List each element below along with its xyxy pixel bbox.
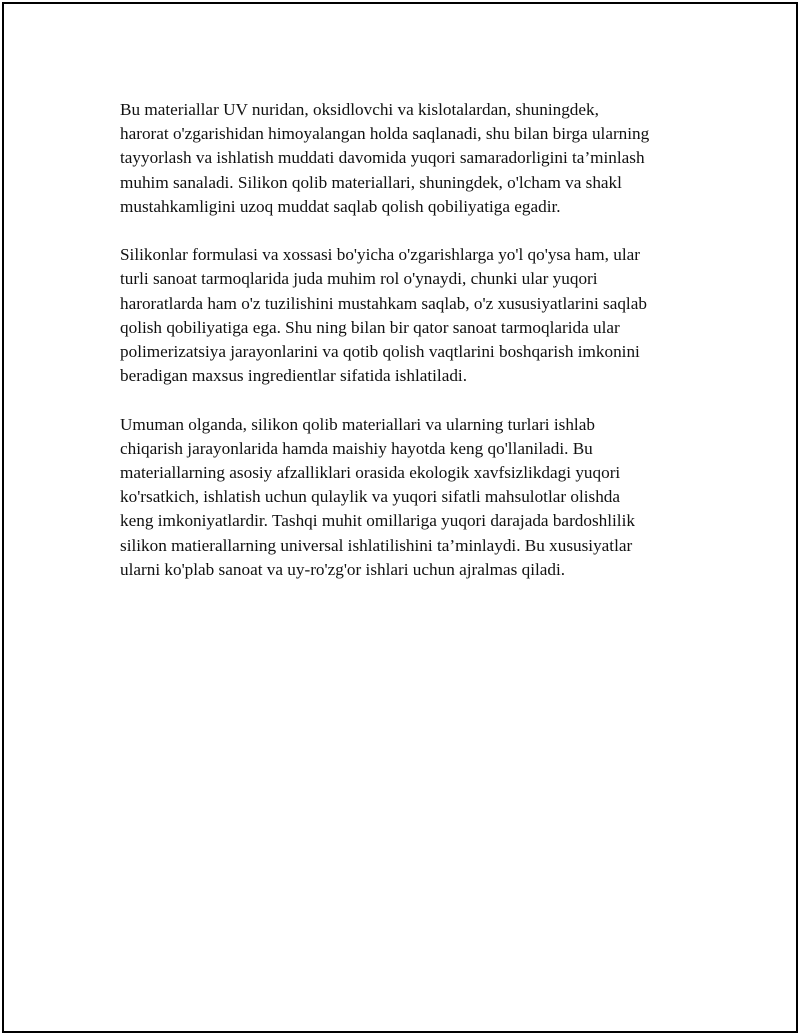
paragraph-3: Umuman olganda, silikon qolib materiallari va ularning turlari ishlab chiqarish jarayonlarida hamda maishiy hayotda keng qo'llaniladi. Bu materiallarning asosiy afzalliklari orasida ekologik xavfsizlikdagi yuqori ko'rsatkich, ishlatish uchun qulaylik va yuqori sifatli mahsulotlar olishda keng imkoniyatlardir. Tashqi muhit omillariga yuqori darajada bardoshlilik silikon matierallarning universal ishlatilishini ta’minlaydi. Bu xususiyatlar ularni ko'plab sanoat va uy-ro'zg'or ishlari uchun ajralmas qiladi. [120,414,635,579]
paragraph-1: Bu materiallar UV nuridan, oksidlovchi va kislotalardan, shuningdek, harorat o'zgarishidan himoyalangan holda saqlanadi, shu bilan birga ularning tayyorlash va ishlatish muddati davomida yuqori samaradorligini ta’minlash muhim sanaladi. Silikon qolib materiallari, shuningdek, o'lcham va shakl mustahkamligini uzoq muddat saqlab qolish qobiliyatiga egadir. [120,100,650,216]
document-page [2,2,798,1033]
paragraph-2: Silikonlar formulasi va xossasi bo'yicha o'zgarishlarga yo'l qo'ysa ham, ular turli sanoat tarmoqlarida juda muhim rol o'ynaydi, chunki ular yuqori haroratlarda ham o'z tuzilishini mustahkam saqlab, o'z xususiyatlarini saqlab qolish qobiliyatiga ega. Shu ning bilan bir qator sanoat tarmoqlarida ular polimerizatsiya jarayonlarini va qotib qolish vaqtlarini boshqarish imkonini beradigan maxsus ingredientlar sifatida ishlatiladi. [120,245,647,386]
document-body [120,98,700,606]
